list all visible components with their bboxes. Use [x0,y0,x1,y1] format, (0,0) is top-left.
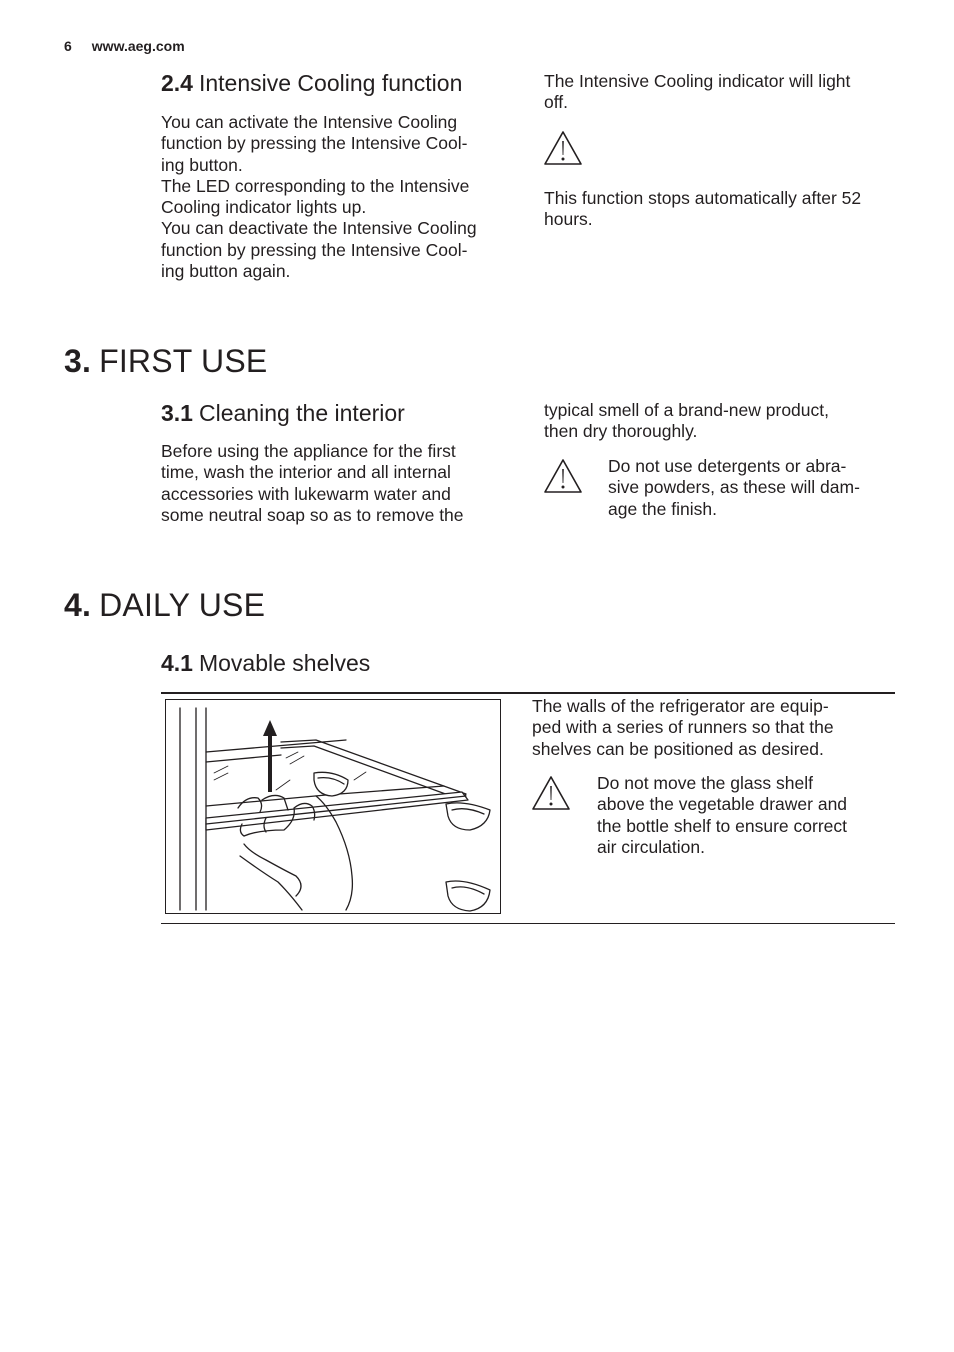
shelf-illustration-frame [165,699,501,914]
body-line: above the vegetable drawer and [597,794,848,815]
body-line: This function stops automatically after 52 [544,188,862,208]
chapter-title: FIRST USE [99,343,268,379]
section-title: Cleaning the interior [198,400,405,426]
body-line: The Intensive Cooling indicator will light [544,71,851,91]
section-2-4-body [161,112,521,282]
body-line: You can activate the Intensive Cooling [161,112,458,132]
body-line: The walls of the refrigerator are equip- [532,696,829,716]
body-line: age the finish. [608,498,717,519]
section-4-1-warning-text [597,773,897,858]
body-line: The LED corresponding to the Intensive [161,175,470,196]
section-title: Movable shelves [198,650,371,676]
body-line: ped with a series of runners so that the [532,717,834,738]
body-line: the bottle shelf to ensure correct [597,815,847,836]
chapter-number: 3. [64,343,92,379]
chapter-4-heading [64,587,265,624]
section-3-1-warning-text [608,456,908,520]
section-3-1-heading [161,400,405,427]
warning-icon [531,775,571,811]
body-line: accessories with lukewarm water and [161,483,451,504]
section-4-1-heading [161,650,370,677]
shelf-support-bracket [446,881,490,911]
body-line: off. [544,92,569,113]
body-line: time, wash the interior and all internal [161,462,451,483]
page-header [64,38,185,54]
section-number: 4.1 [161,650,193,676]
table-top-rule [161,692,895,694]
chapter-3-heading [64,343,267,380]
shelf-support-bracket [314,772,348,796]
section-2-4-right-text [544,71,904,114]
body-line: function by pressing the Intensive Cool- [161,239,468,260]
shelf-illustration [166,700,500,913]
body-line: then dry thoroughly. [544,421,698,442]
table-bottom-rule [161,923,895,924]
shelf-support-bracket [446,803,490,830]
chapter-title: DAILY USE [99,587,266,623]
body-line: Before using the appliance for the first [161,441,456,461]
body-line: shelves can be positioned as desired. [532,738,824,759]
body-line: sive powders, as these will dam- [608,477,860,498]
section-2-4-heading [161,70,462,97]
section-number: 2.4 [161,70,193,96]
section-3-1-right-text [544,400,904,443]
body-line: Do not use detergents or abra- [608,456,847,476]
body-line: typical smell of a brand-new product, [544,400,829,420]
body-line: You can deactivate the Intensive Cooling [161,218,477,239]
body-line: air circulation. [597,836,705,857]
website-link[interactable]: www.aeg.com [91,38,185,54]
body-line: ing button again. [161,261,291,282]
section-title: Intensive Cooling function [198,70,463,96]
body-line: Do not move the glass shelf [597,773,813,793]
section-2-4-warning-text [544,188,904,231]
chapter-number: 4. [64,587,92,623]
section-4-1-right-text [532,696,892,760]
warning-icon [543,458,583,494]
body-line: some neutral soap so as to remove the [161,504,464,525]
body-line: ing button. [161,154,243,175]
body-line: hours. [544,209,593,230]
section-3-1-body [161,441,521,526]
body-line: function by pressing the Intensive Cool- [161,133,468,154]
warning-icon [543,130,583,166]
page-number: 6 [64,38,72,54]
section-number: 3.1 [161,400,193,426]
body-line: Cooling indicator lights up. [161,197,367,218]
